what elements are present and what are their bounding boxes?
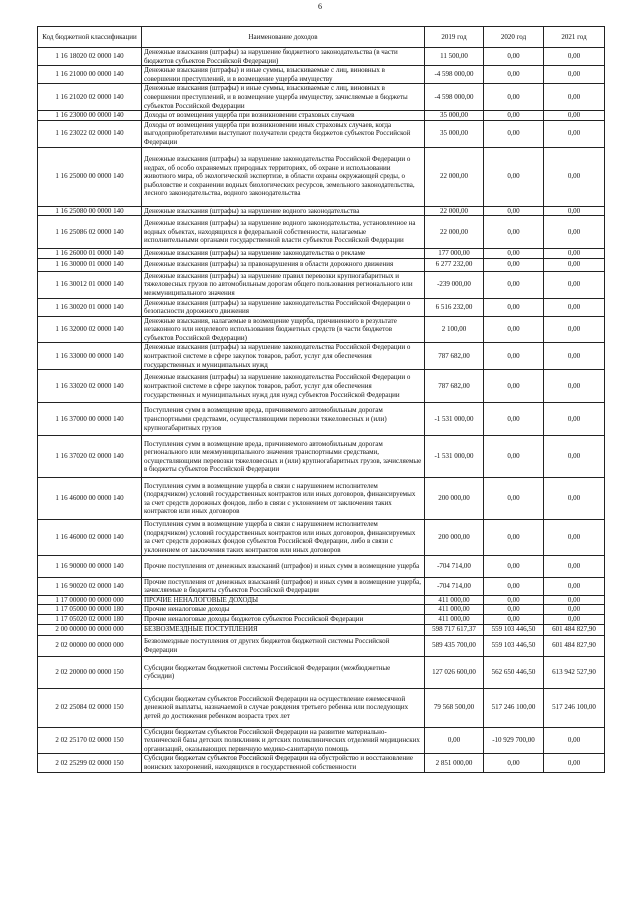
value-2020-cell: 0,00 — [484, 478, 544, 520]
value-2020-cell: 0,00 — [484, 436, 544, 478]
name-cell: Поступления сумм в возмещение ущерба в связи с нарушением исполнителем (подрядчиком) условий государственных контрактов или иных договоров, финансируемых за счет средств дорожных фондов, либо в связи с уклонением от заключения таких контрактов или иных договоров — [142, 478, 425, 520]
table-row — [38, 343, 605, 370]
name-cell: Денежные взыскания (штрафы) за нарушение водного законодательства, установленное на водных объектах, находящихся в федеральной собственности, налагаемые исполнительными органами государственной власти субъектов Российской Федерации — [142, 216, 425, 249]
value-2021-cell: 0,00 — [544, 436, 605, 478]
name-cell: БЕЗВОЗМЕЗДНЫЕ ПОСТУПЛЕНИЯ — [142, 624, 425, 635]
value-2020-cell: 0,00 — [484, 206, 544, 216]
table-row — [38, 615, 605, 625]
value-2021-cell: 0,00 — [544, 66, 605, 84]
table-row — [38, 48, 605, 66]
table-row — [38, 605, 605, 615]
value-2021-cell: 0,00 — [544, 754, 605, 772]
table-row — [38, 754, 605, 772]
code-cell: 1 16 25080 00 0000 140 — [38, 206, 142, 216]
table-row — [38, 520, 605, 555]
value-2019-cell: 22 000,00 — [425, 216, 484, 249]
table-row — [38, 403, 605, 436]
code-cell: 1 16 37000 00 0000 140 — [38, 403, 142, 436]
value-2019-cell: 411 000,00 — [425, 595, 484, 605]
table-row — [38, 84, 605, 111]
header-code: Код бюджетной классификации — [38, 27, 142, 48]
table-row — [38, 316, 605, 343]
table-row — [38, 577, 605, 595]
value-2020-cell: 0,00 — [484, 216, 544, 249]
value-2020-cell: 517 246 100,00 — [484, 688, 544, 727]
value-2021-cell: 0,00 — [544, 111, 605, 121]
value-2019-cell: -4 598 000,00 — [425, 84, 484, 111]
table-row — [38, 258, 605, 271]
value-2019-cell: 11 500,00 — [425, 48, 484, 66]
value-2019-cell: 589 435 700,00 — [425, 635, 484, 656]
value-2019-cell: -239 000,00 — [425, 271, 484, 298]
name-cell: Субсидии бюджетам субъектов Российской Федерации на обустройство и восстановление воинских захоронений, находящихся в государственной собственности — [142, 754, 425, 772]
name-cell: Доходы от возмещения ущерба при возникновении страховых случаев — [142, 111, 425, 121]
table-row — [38, 370, 605, 403]
table-row — [38, 727, 605, 754]
value-2021-cell: 613 942 527,90 — [544, 656, 605, 688]
value-2021-cell: 0,00 — [544, 316, 605, 343]
value-2021-cell: 0,00 — [544, 403, 605, 436]
code-cell: 1 17 05020 02 0000 180 — [38, 615, 142, 625]
value-2020-cell: 0,00 — [484, 120, 544, 147]
value-2021-cell: 517 246 100,00 — [544, 688, 605, 727]
code-cell: 2 00 00000 00 0000 000 — [38, 624, 142, 635]
name-cell: Субсидии бюджетам бюджетной системы Российской Федерации (межбюджетные субсидии) — [142, 656, 425, 688]
table-row — [38, 216, 605, 249]
value-2019-cell: 22 000,00 — [425, 206, 484, 216]
table-row — [38, 147, 605, 206]
value-2019-cell: -704 714,00 — [425, 577, 484, 595]
name-cell: Денежные взыскания (штрафы) за нарушение законодательства Российской Федерации о недрах, об особо охраняемых природных территориях, об охране и использовании животного мира, об экологической экспертизе, в области охраны окружающей среды, о рыболовстве и сохранении водных биологических ресурсов, земельного законодательства, лесного законодательства, водного законодательства — [142, 147, 425, 206]
value-2021-cell: 0,00 — [544, 555, 605, 577]
value-2019-cell: 200 000,00 — [425, 478, 484, 520]
value-2020-cell: 0,00 — [484, 111, 544, 121]
name-cell: Денежные взыскания (штрафы) за нарушение водного законодательства — [142, 206, 425, 216]
code-cell: 1 16 46000 02 0000 140 — [38, 520, 142, 555]
value-2019-cell: 200 000,00 — [425, 520, 484, 555]
table-row — [38, 595, 605, 605]
value-2020-cell: 0,00 — [484, 615, 544, 625]
code-cell: 1 16 18020 02 0000 140 — [38, 48, 142, 66]
value-2020-cell: 0,00 — [484, 605, 544, 615]
value-2019-cell: 2 851 000,00 — [425, 754, 484, 772]
name-cell: Денежные взыскания (штрафы) и иные суммы, взыскиваемые с лиц, виновных в совершении преступлений, и в возмещение ущерба имуществу, зачисляемые в бюджеты субъектов Российской Федерации — [142, 84, 425, 111]
value-2021-cell: 0,00 — [544, 120, 605, 147]
value-2019-cell: 22 000,00 — [425, 147, 484, 206]
value-2020-cell: 0,00 — [484, 84, 544, 111]
value-2021-cell: 0,00 — [544, 370, 605, 403]
name-cell: Денежные взыскания (штрафы) и иные суммы, взыскиваемые с лиц, виновных в совершении преступлений, и в возмещение ущерба имуществу — [142, 66, 425, 84]
value-2021-cell: 0,00 — [544, 577, 605, 595]
code-cell: 1 16 25086 02 0000 140 — [38, 216, 142, 249]
code-cell: 2 02 25084 02 0000 150 — [38, 688, 142, 727]
value-2021-cell: 0,00 — [544, 727, 605, 754]
name-cell: Денежные взыскания (штрафы) за нарушение законодательства о рекламе — [142, 249, 425, 259]
value-2020-cell: 0,00 — [484, 258, 544, 271]
value-2021-cell: 0,00 — [544, 595, 605, 605]
value-2020-cell: 562 650 446,50 — [484, 656, 544, 688]
value-2021-cell: 0,00 — [544, 343, 605, 370]
name-cell: Прочие неналоговые доходы бюджетов субъектов Российской Федерации — [142, 615, 425, 625]
name-cell: Поступления сумм в возмещение вреда, причиняемого автомобильным дорогам транспортными средствами, осуществляющими перевозки тяжеловесных и (или) крупногабаритных грузов — [142, 403, 425, 436]
value-2019-cell: 6 516 232,00 — [425, 298, 484, 316]
value-2019-cell: -1 531 000,00 — [425, 403, 484, 436]
value-2019-cell: 411 000,00 — [425, 615, 484, 625]
table-header-row — [38, 27, 605, 48]
code-cell: 2 02 20000 00 0000 150 — [38, 656, 142, 688]
name-cell: Денежные взыскания (штрафы) за нарушение законодательства Российской Федерации о контрактной системе в сфере закупок товаров, работ, услуг для обеспечения государственных и муниципальных нужд для нужд субъектов Российской Федерации — [142, 370, 425, 403]
header-2019: 2019 год — [425, 27, 484, 48]
code-cell: 1 16 23000 00 0000 140 — [38, 111, 142, 121]
value-2019-cell: 598 717 617,37 — [425, 624, 484, 635]
name-cell: Денежные взыскания, налагаемые в возмещение ущерба, причиненного в результате незаконного или нецелевого использования бюджетных средств (в части бюджетов субъектов Российской Федерации) — [142, 316, 425, 343]
value-2021-cell: 0,00 — [544, 249, 605, 259]
value-2020-cell: 0,00 — [484, 370, 544, 403]
value-2021-cell: 0,00 — [544, 298, 605, 316]
value-2021-cell: 601 484 827,90 — [544, 635, 605, 656]
code-cell: 1 16 90000 00 0000 140 — [38, 555, 142, 577]
code-cell: 1 16 33000 00 0000 140 — [38, 343, 142, 370]
value-2020-cell: 0,00 — [484, 343, 544, 370]
value-2019-cell: 35 000,00 — [425, 120, 484, 147]
name-cell: Денежные взыскания (штрафы) за нарушение законодательства Российской Федерации о безопасности дорожного движения — [142, 298, 425, 316]
table-row — [38, 688, 605, 727]
value-2021-cell: 0,00 — [544, 615, 605, 625]
name-cell: Денежные взыскания (штрафы) за нарушение правил перевозки крупногабаритных и тяжеловесных грузов по автомобильным дорогам общего пользования регионального или межмуниципального значения — [142, 271, 425, 298]
value-2020-cell: 0,00 — [484, 249, 544, 259]
value-2019-cell: -704 714,00 — [425, 555, 484, 577]
code-cell: 1 16 30020 01 0000 140 — [38, 298, 142, 316]
value-2020-cell: 0,00 — [484, 298, 544, 316]
value-2020-cell: 0,00 — [484, 66, 544, 84]
name-cell: Субсидии бюджетам субъектов Российской Федерации на развитие материально-технической базы детских поликлиник и детских поликлинических отделений медицинских организаций, оказывающих первичную медико-санитарную помощь — [142, 727, 425, 754]
value-2021-cell: 0,00 — [544, 216, 605, 249]
value-2019-cell: -1 531 000,00 — [425, 436, 484, 478]
code-cell: 1 16 21000 00 0000 140 — [38, 66, 142, 84]
value-2021-cell: 0,00 — [544, 258, 605, 271]
table-row — [38, 298, 605, 316]
header-name: Наименование доходов — [142, 27, 425, 48]
value-2021-cell: 601 484 827,90 — [544, 624, 605, 635]
value-2020-cell: -10 929 700,00 — [484, 727, 544, 754]
value-2020-cell: 559 103 446,50 — [484, 624, 544, 635]
value-2021-cell: 0,00 — [544, 84, 605, 111]
name-cell: Денежные взыскания (штрафы) за правонарушения в области дорожного движения — [142, 258, 425, 271]
code-cell: 2 02 00000 00 0000 000 — [38, 635, 142, 656]
value-2019-cell: 79 568 500,00 — [425, 688, 484, 727]
value-2019-cell: 787 682,00 — [425, 370, 484, 403]
value-2019-cell: 411 000,00 — [425, 605, 484, 615]
name-cell: Доходы от возмещения ущерба при возникновении иных страховых случаев, когда выгодоприобретателями выступают получатели средств бюджетов субъектов Российской Федерации — [142, 120, 425, 147]
table-row — [38, 66, 605, 84]
value-2019-cell: 2 100,00 — [425, 316, 484, 343]
value-2020-cell: 0,00 — [484, 403, 544, 436]
table-row — [38, 271, 605, 298]
revenue-table — [37, 26, 605, 773]
table-row — [38, 436, 605, 478]
value-2020-cell: 0,00 — [484, 520, 544, 555]
name-cell: Безвозмездные поступления от других бюджетов бюджетной системы Российской Федерации — [142, 635, 425, 656]
code-cell: 1 16 26000 01 0000 140 — [38, 249, 142, 259]
code-cell: 2 02 25299 02 0000 150 — [38, 754, 142, 772]
code-cell: 1 16 90020 02 0000 140 — [38, 577, 142, 595]
value-2021-cell: 0,00 — [544, 271, 605, 298]
code-cell: 1 17 05000 00 0000 180 — [38, 605, 142, 615]
code-cell: 1 16 33020 02 0000 140 — [38, 370, 142, 403]
value-2020-cell: 0,00 — [484, 147, 544, 206]
value-2019-cell: -4 598 000,00 — [425, 66, 484, 84]
value-2021-cell: 0,00 — [544, 605, 605, 615]
value-2021-cell: 0,00 — [544, 478, 605, 520]
table-row — [38, 656, 605, 688]
page-number: 6 — [318, 2, 322, 11]
table-row — [38, 120, 605, 147]
value-2019-cell: 35 000,00 — [425, 111, 484, 121]
table-row — [38, 206, 605, 216]
table-row — [38, 624, 605, 635]
value-2020-cell: 0,00 — [484, 754, 544, 772]
code-cell: 1 16 46000 00 0000 140 — [38, 478, 142, 520]
value-2020-cell: 0,00 — [484, 316, 544, 343]
name-cell: Субсидии бюджетам субъектов Российской Федерации на осуществление ежемесячной денежной выплаты, назначаемой в случае рождения третьего ребенка или последующих детей до достижения ребенком возраста трех лет — [142, 688, 425, 727]
value-2021-cell: 0,00 — [544, 520, 605, 555]
value-2020-cell: 0,00 — [484, 48, 544, 66]
name-cell: Прочие поступления от денежных взысканий (штрафов) и иных сумм в возмещение ущерба — [142, 555, 425, 577]
code-cell: 1 16 21020 02 0000 140 — [38, 84, 142, 111]
code-cell: 2 02 25170 02 0000 150 — [38, 727, 142, 754]
value-2020-cell: 0,00 — [484, 577, 544, 595]
code-cell: 1 16 32000 02 0000 140 — [38, 316, 142, 343]
value-2019-cell: 127 026 600,00 — [425, 656, 484, 688]
name-cell: Денежные взыскания (штрафы) за нарушение законодательства Российской Федерации о контрактной системе в сфере закупок товаров, работ, услуг для обеспечения государственных и муниципальных нужд — [142, 343, 425, 370]
code-cell: 1 16 30000 01 0000 140 — [38, 258, 142, 271]
value-2019-cell: 6 277 232,00 — [425, 258, 484, 271]
name-cell: Поступления сумм в возмещение вреда, причиняемого автомобильным дорогам регионального или межмуниципального значения транспортными средствами, осуществляющими перевозки тяжеловесных и (или) крупногабаритных грузов, зачисляемые в бюджеты субъектов Российской Федерации — [142, 436, 425, 478]
value-2020-cell: 559 103 446,50 — [484, 635, 544, 656]
value-2019-cell: 177 000,00 — [425, 249, 484, 259]
code-cell: 1 17 00000 00 0000 000 — [38, 595, 142, 605]
code-cell: 1 16 23022 02 0000 140 — [38, 120, 142, 147]
name-cell: ПРОЧИЕ НЕНАЛОГОВЫЕ ДОХОДЫ — [142, 595, 425, 605]
value-2019-cell: 787 682,00 — [425, 343, 484, 370]
code-cell: 1 16 30012 01 0000 140 — [38, 271, 142, 298]
value-2020-cell: 0,00 — [484, 271, 544, 298]
table-row — [38, 249, 605, 259]
value-2020-cell: 0,00 — [484, 555, 544, 577]
code-cell: 1 16 37020 02 0000 140 — [38, 436, 142, 478]
header-2020: 2020 год — [484, 27, 544, 48]
table-row — [38, 478, 605, 520]
value-2021-cell: 0,00 — [544, 48, 605, 66]
name-cell: Прочие неналоговые доходы — [142, 605, 425, 615]
value-2020-cell: 0,00 — [484, 595, 544, 605]
value-2021-cell: 0,00 — [544, 147, 605, 206]
name-cell: Прочие поступления от денежных взысканий (штрафов) и иных сумм в возмещение ущерба, зачисляемые в бюджеты субъектов Российской Федерации — [142, 577, 425, 595]
table-row — [38, 111, 605, 121]
name-cell: Денежные взыскания (штрафы) за нарушение бюджетного законодательства (в части бюджетов субъектов Российской Федерации) — [142, 48, 425, 66]
name-cell: Поступления сумм в возмещение ущерба в связи с нарушением исполнителем (подрядчиком) условий государственных контрактов или иных договоров, финансируемых за счет средств дорожных фондов субъектов Российской Федерации, либо в связи с уклонением от заключения таких контрактов или иных договоров — [142, 520, 425, 555]
code-cell: 1 16 25000 00 0000 140 — [38, 147, 142, 206]
table-row — [38, 635, 605, 656]
header-2021: 2021 год — [544, 27, 605, 48]
table-row — [38, 555, 605, 577]
value-2021-cell: 0,00 — [544, 206, 605, 216]
value-2019-cell: 0,00 — [425, 727, 484, 754]
